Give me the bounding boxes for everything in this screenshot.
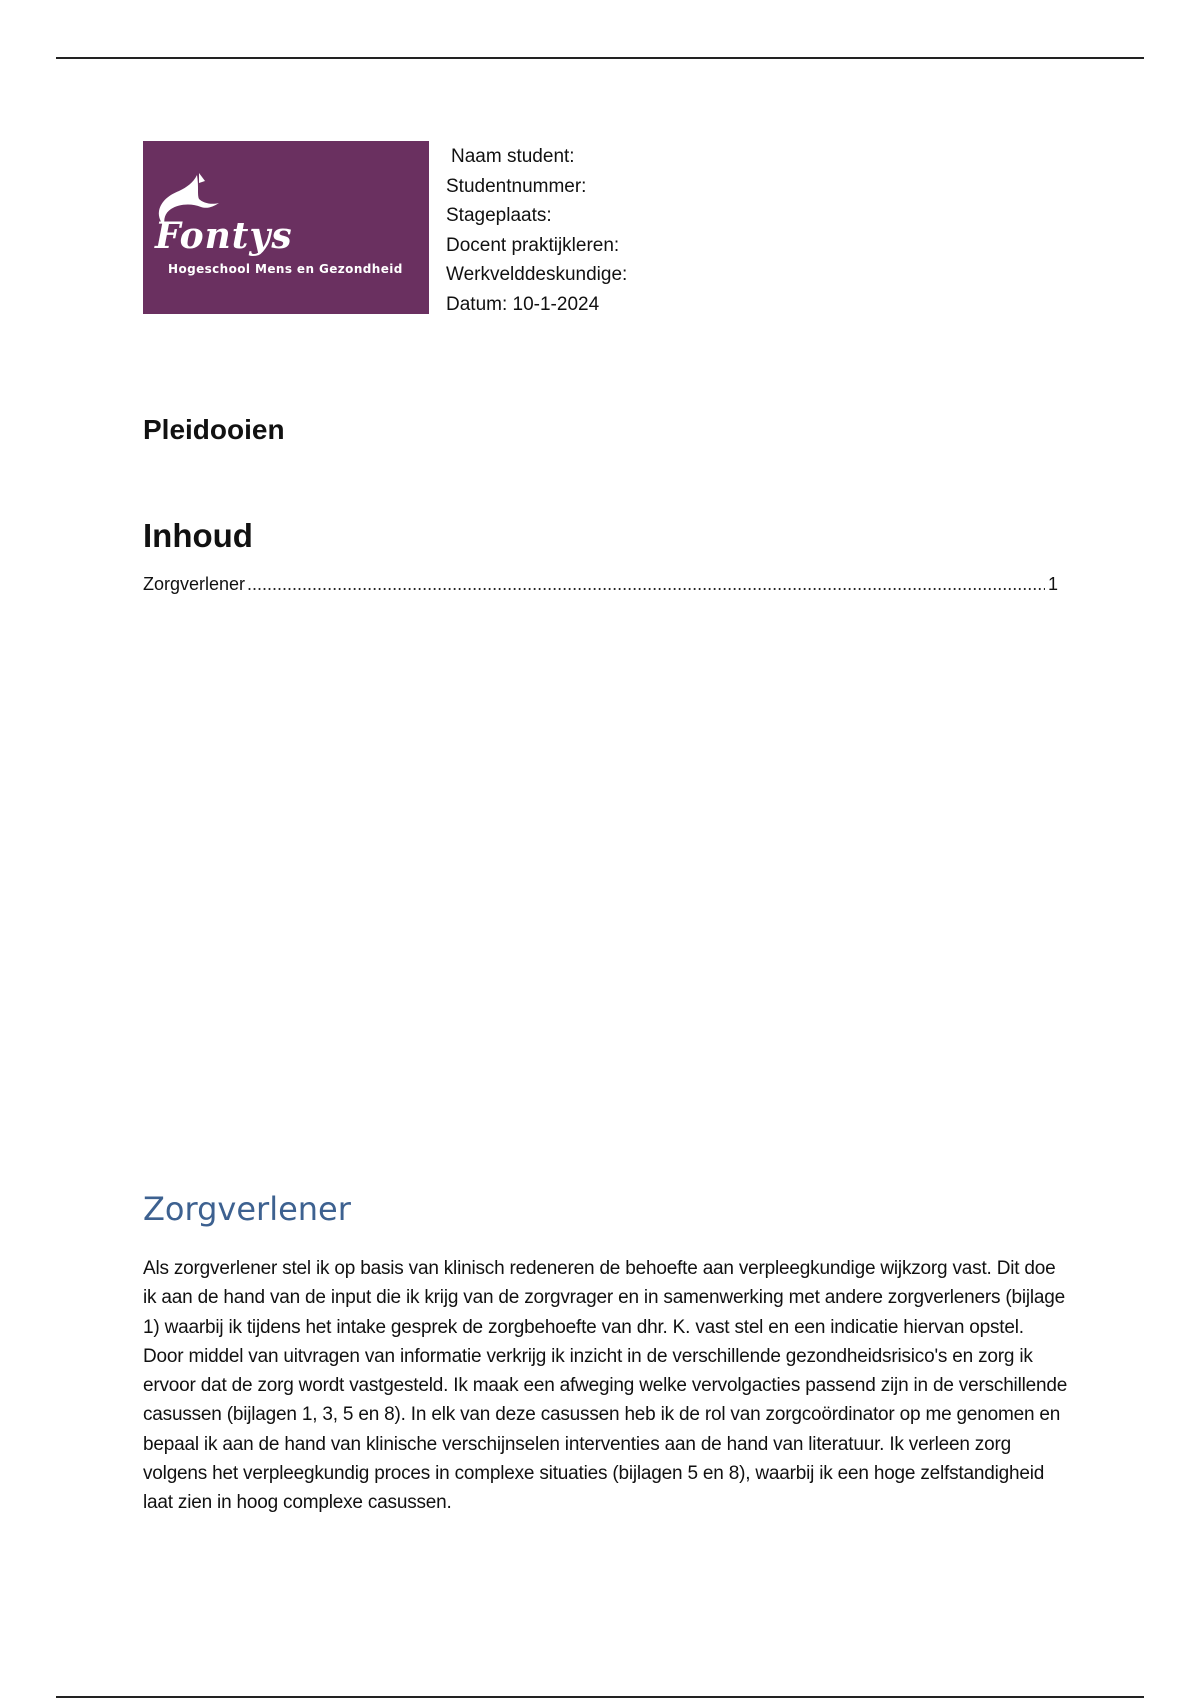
logo-wordmark: Fontys: [155, 215, 293, 257]
header-rule: [56, 57, 1144, 59]
logo-subtitle: Hogeschool Mens en Gezondheid: [168, 262, 403, 276]
docent-label: Docent praktijkleren:: [446, 234, 620, 256]
section-body: Als zorgverlener stel ik op basis van klinisch redeneren de behoefte aan verpleegkundige wijkzorg vast. Dit doe ik aan de hand van de input die ik krijg van de zorgvrager en in samenwerking met andere zorgverleners (bijlage 1) waarbij ik tijdens het intake gesprek de zorgbehoefte van dhr. K. vast stel en een indicatie hiervan opstel. Door middel van uitvragen van informatie verkrijg ik inzicht in de verschillende gezondheidsrisico's en zorg ik ervoor dat de zorg wordt vastgesteld. Ik maak een afweging welke vervolgacties passend zijn in de verschillende casussen (bijlagen 1, 3, 5 en 8). In elk van deze casussen heb ik de rol van zorgcoördinator op me genomen en bepaal ik aan de hand van klinische verschijnselen interventies aan de hand van literatuur. Ik verleen zorg volgens het verpleegkundig proces in complexe situaties (bijlagen 5 en 8), waarbij ik een hoge zelfstandigheid laat zien in hoog complexe casussen.: [143, 1258, 1068, 1514]
toc-heading: Inhoud: [143, 517, 253, 554]
datum-label: Datum: 10-1-2024: [446, 293, 600, 315]
document-title: Pleidooien: [143, 414, 285, 445]
footer-rule: [56, 1696, 1144, 1698]
toc-entry-page: 1: [1047, 574, 1058, 594]
stageplaats-label: Stageplaats:: [446, 205, 552, 226]
section-heading: Zorgverlener: [143, 1190, 351, 1228]
fontys-logo: [143, 141, 429, 314]
naam-student-label: Naam student:: [451, 146, 575, 167]
toc-entry-label: Zorgverlener: [143, 574, 246, 594]
werkveld-label: Werkvelddeskundige:: [446, 264, 628, 285]
studentnummer-label: Studentnummer:: [446, 175, 587, 197]
toc-leader-dots: [247, 574, 1045, 595]
student-info: [446, 142, 627, 319]
toc-entry[interactable]: [143, 574, 1058, 595]
